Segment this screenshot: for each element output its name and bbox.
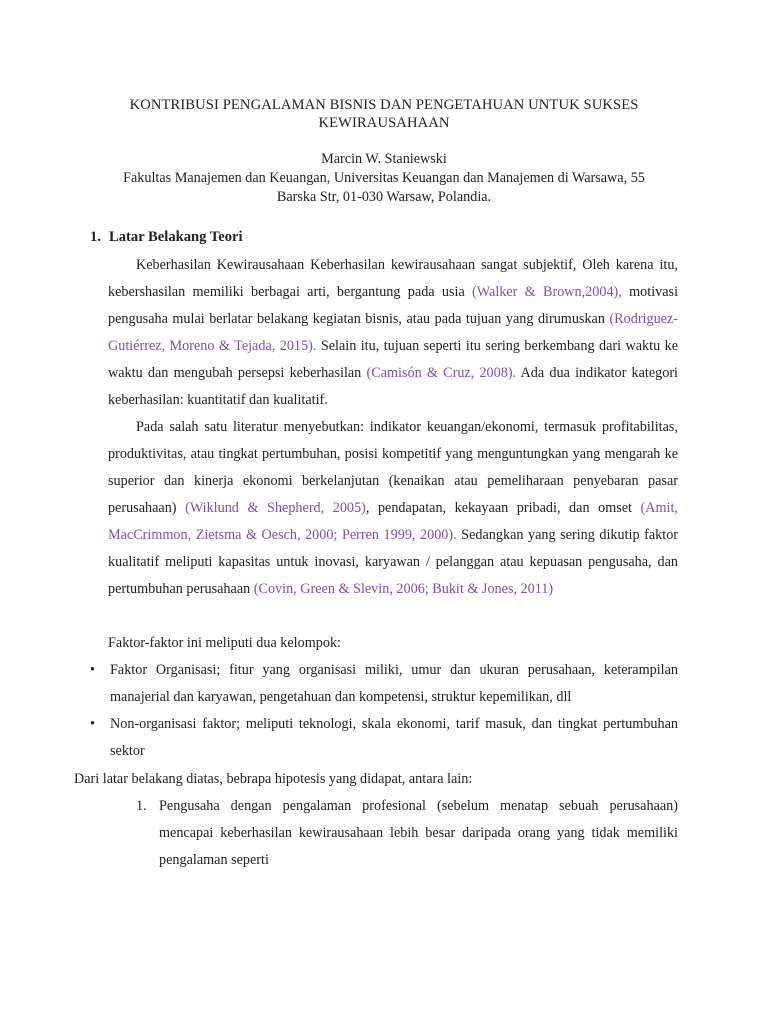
list-item [90, 657, 678, 711]
paragraph-text: Ada dua indikator kategori keberhasilan: kuantitatif dan kualitatif. [108, 365, 678, 408]
title-line-2: KEWIRAUSAHAAN [318, 115, 450, 131]
author-name: Marcin W. Staniewski [321, 151, 447, 167]
affiliation-line-1: Fakultas Manajemen dan Keuangan, Universitas Keuangan dan Manajemen di Warsawa, 55 [123, 170, 645, 186]
factor-list [90, 657, 678, 765]
citation-link[interactable]: (Walker & Brown,2004), [472, 284, 622, 300]
citation-link[interactable]: (Amit, MacCrimmon, Zietsma & Oesch, 2000; Perren 1999, 2000). [108, 500, 678, 543]
bullet-marker: • [90, 662, 95, 678]
document-title [90, 96, 678, 132]
list-item-text: Pengusaha dengan pengalaman profesional (sebelum menatap sebuah perusahaan) mencapai keberhasilan kewirausahaan lebih besar daripada orang yang tidak memiliki pengalaman seperti [159, 798, 678, 868]
paragraph-text: , pendapatan, kekayaan pribadi, dan omset [365, 500, 641, 516]
list-number: 1. [136, 798, 147, 814]
paragraph-2 [108, 414, 678, 603]
citation-link[interactable]: (Covin, Green & Slevin, 2006; Bukit & Jones, 2011) [253, 581, 554, 597]
list-item-text: Faktor Organisasi; fitur yang organisasi miliki, umur dan ukuran perusahaan, keterampilan manajerial dan karyawan, pengetahuan dan kompetensi, struktur kepemilikan, dll [110, 662, 678, 705]
affiliation-line-2: Barska Str, 01-030 Warsaw, Polandia. [276, 189, 492, 205]
factors-intro: Faktor-faktor ini meliputi dua kelompok: [108, 635, 341, 651]
list-item [90, 711, 678, 765]
list-item [136, 793, 678, 874]
paragraph-1 [108, 252, 678, 414]
citation-link[interactable]: (Rodriguez-Gutiérrez, Moreno & Tejada, 2015). [108, 311, 678, 354]
paragraph-text: motivasi pengusaha mulai berlatar belakang kegiatan bisnis, atau pada tujuan yang dirumuskan [108, 284, 679, 327]
bullet-marker: • [90, 716, 95, 732]
section-title: Latar Belakang Teori [109, 229, 243, 245]
hypotheses-list [136, 793, 678, 874]
citation-link[interactable]: (Wiklund & Shepherd, 2005) [185, 500, 366, 516]
paragraph-text: Keberhasilan Kewirausahaan Keberhasilan kewirausahaan sangat subjektif, Oleh karena itu, kebershasilan memiliki berbagai arti, bergantung pada usia [108, 257, 678, 300]
paragraph-text: Sedangkan yang sering dikutip faktor kualitatif meliputi kapasitas untuk inovasi, karyawan / pelanggan atau kepuasan pengusaha, dan pertumbuhan perusahaan [108, 527, 679, 597]
title-line-1: KONTRIBUSI PENGALAMAN BISNIS DAN PENGETAHUAN UNTUK SUKSES [129, 97, 639, 113]
citation-link[interactable]: (Camisón & Cruz, 2008). [366, 365, 517, 381]
hypotheses-intro: Dari latar belakang diatas, bebrapa hipotesis yang didapat, antara lain: [74, 771, 473, 787]
paragraph-text: Pada salah satu literatur menyebutkan: indikator keuangan/ekonomi, termasuk profitabilitas, produktivitas, atau tingkat pertumbuhan, posisi kompetitif yang menguntungkan yang mengarah ke superior dan kinerja ekonomi berkelanjutan (kenaikan atau pemeliharaan penyebaran pasar perusahaan) [108, 419, 678, 516]
list-item-text: Non-organisasi faktor; meliputi teknologi, skala ekonomi, tarif masuk, dan tingkat pertumbuhan sektor [110, 716, 678, 759]
section-heading [90, 229, 243, 246]
author-affiliation [90, 169, 678, 207]
section-number: 1. [90, 229, 101, 245]
paragraph-text: Selain itu, tujuan seperti itu sering berkembang dari waktu ke waktu dan mengubah persepsi keberhasilan [108, 338, 678, 381]
